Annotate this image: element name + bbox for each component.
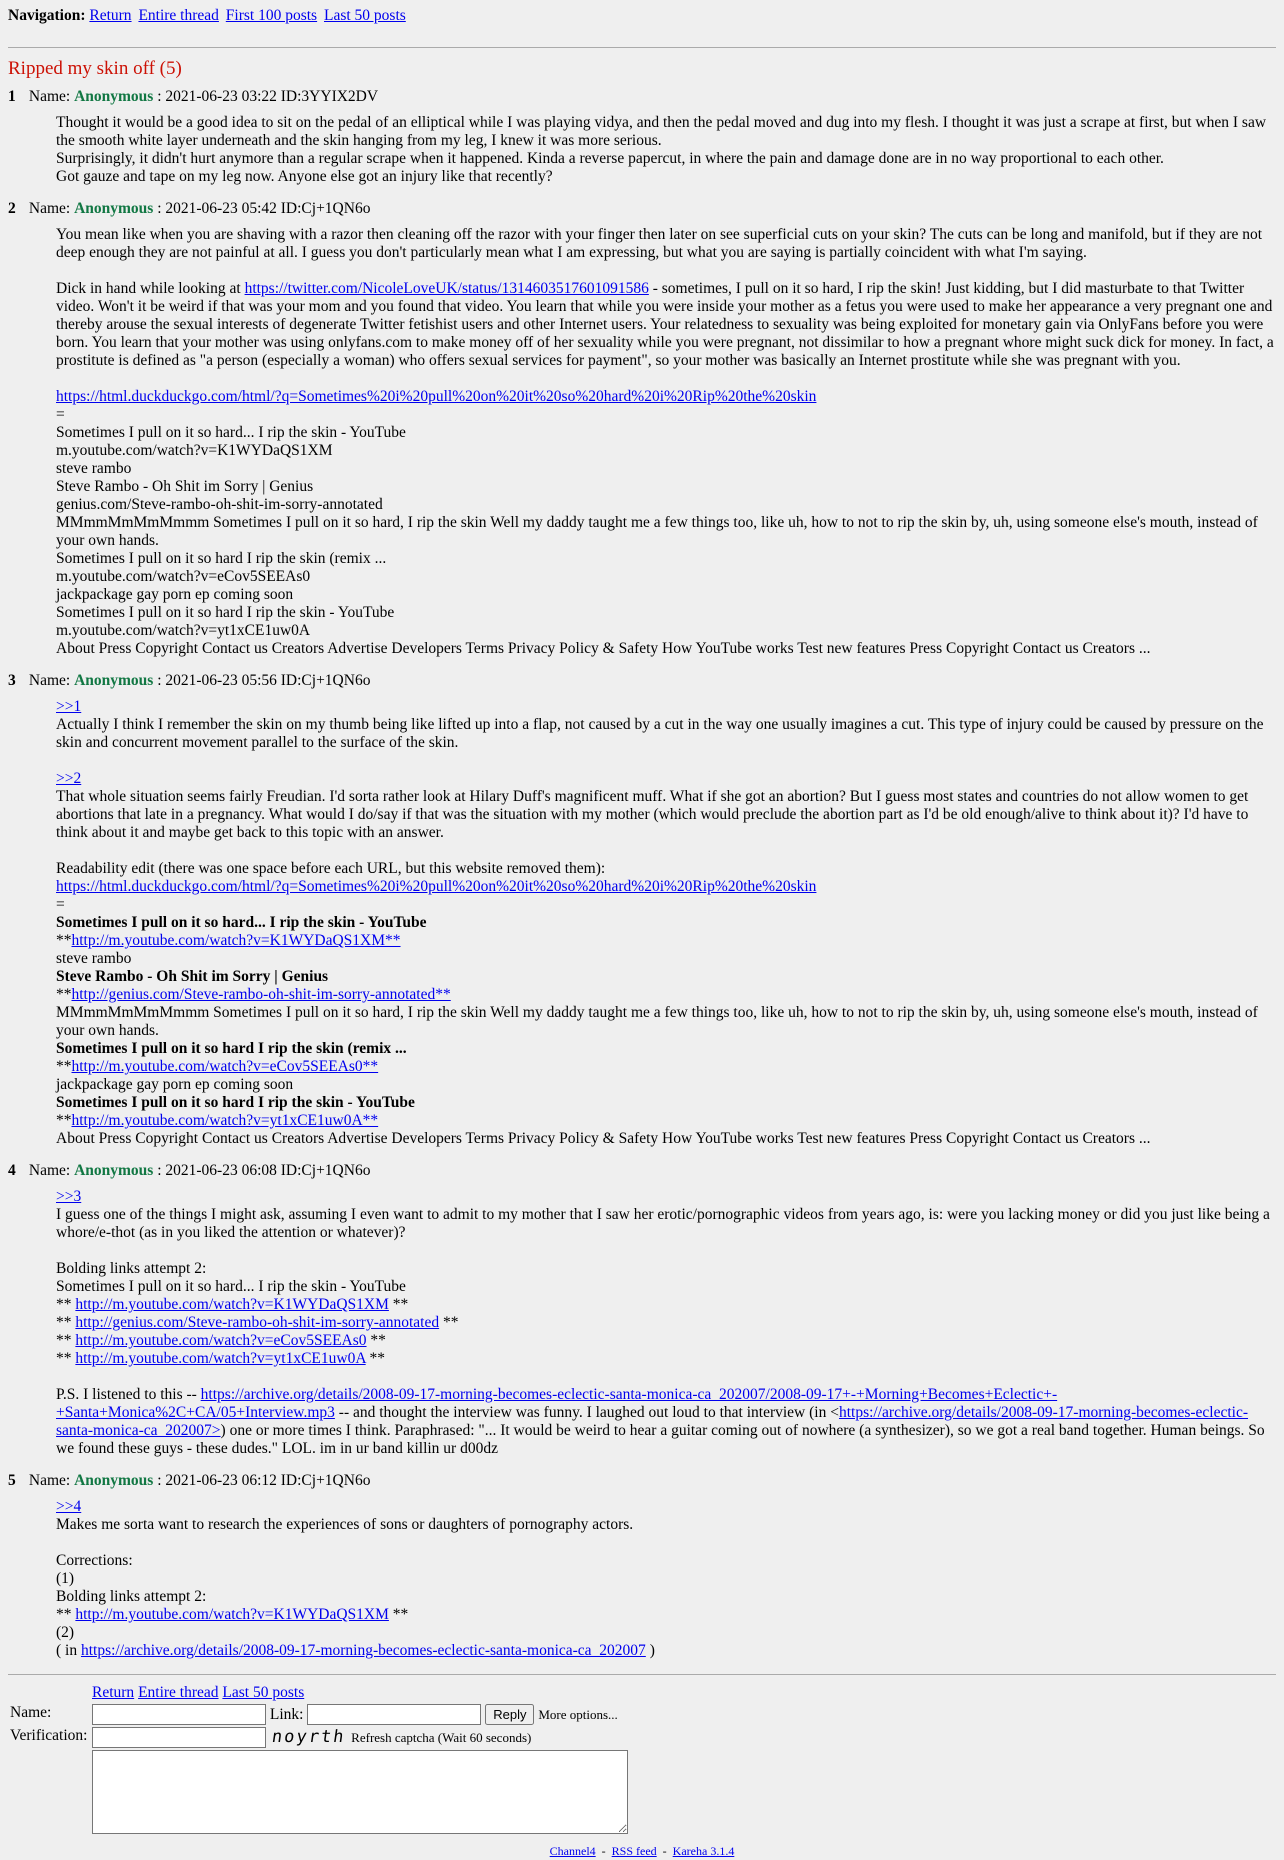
post-paragraph	[56, 698, 1276, 752]
text: )	[645, 1642, 655, 1659]
text: (2)	[56, 1624, 75, 1641]
text: Bolding links attempt 2:	[56, 1260, 207, 1277]
stars: **	[56, 932, 72, 949]
text: Steve Rambo - Oh Shit im Sorry | Genius	[56, 478, 314, 495]
more-options-link[interactable]: More options...	[538, 1707, 618, 1722]
poster-name: Anonymous	[74, 672, 154, 689]
reply-last-50-link[interactable]: Last 50 posts	[222, 1684, 305, 1701]
post-number: 3	[8, 672, 16, 689]
poster-name: Anonymous	[74, 1162, 154, 1179]
name-label: Name:	[28, 200, 71, 217]
nav-return-link[interactable]: Return	[89, 7, 132, 24]
text: P.S. I listened to this --	[56, 1386, 201, 1403]
post-paragraph	[56, 1386, 1276, 1458]
youtube-link[interactable]: http://m.youtube.com/watch?v=K1WYDaQS1XM**	[71, 932, 401, 949]
post-body	[56, 226, 1276, 658]
post-3	[8, 672, 1276, 1148]
stars: **	[56, 1332, 76, 1349]
post-number: 1	[8, 88, 16, 105]
captcha-image: noyrth	[270, 1727, 347, 1747]
text: steve rambo	[56, 950, 132, 967]
post-header	[8, 1472, 1276, 1490]
post-paragraph	[56, 1260, 1276, 1368]
text: MMmmMmMmMmmm Sometimes I pull on it so hard, I rip the skin Well my daddy taught me a few things too, like uh, how to not to rip the skin by, uh, using someone else's mouth, instead of your own hands.	[56, 514, 1258, 549]
youtube-link[interactable]: http://m.youtube.com/watch?v=eCov5SEEAs0**	[71, 1058, 379, 1075]
post-text-line: Surprisingly, it didn't hurt anymore than a regular scrape when it happened. Kinda a reverse papercut, in where the pain and damage done are in no way proportional to each other.	[56, 150, 1164, 167]
name-label: Name:	[28, 1472, 71, 1489]
poster-name: Anonymous	[74, 88, 154, 105]
nav-last-50-link[interactable]: Last 50 posts	[323, 7, 406, 24]
nav-first-100-link[interactable]: First 100 posts	[225, 7, 318, 24]
archive-link[interactable]: https://archive.org/details/2008-09-17-morning-becomes-eclectic-santa-monica-ca_202007	[80, 1642, 646, 1659]
stars: **	[388, 1606, 409, 1623]
text: (1)	[56, 1570, 75, 1587]
text: jackpackage gay porn ep coming soon	[56, 586, 294, 603]
reply-table	[8, 1683, 630, 1840]
bold-title: Sometimes I pull on it so hard I rip the skin - YouTube	[56, 1094, 415, 1111]
text: Readability edit (there was one space before each URL, but this website removed them):	[56, 860, 606, 877]
post-header	[8, 672, 1276, 690]
empty-cell	[8, 1749, 90, 1840]
text: - sometimes, I pull on it so hard, I rip the skin! Just kidding, but I did masturbate to that Twitter video. Won't it be weird if that was your mom and you found that video. You learn that while you were inside your mother as a fetus you were used to make her appearance a very pregnant one and thereby arouse the sexual interests of degenerate Twitter fetishist users and other Internet users. Your relatedness to sexuality was being exploited for monetary gain via OnlyFans before you were born. You learn that your mother was using onlyfans.com to make money off of her sexuality while you were pregnant, not dissimilar to how a pregnant whore might suck dick for money. In fact, a prostitute is defined as "a person (especially a woman) who offers sexual services for payment", so your mother was basically an Internet prostitute while she was pregnant with you.	[56, 280, 1274, 369]
stars: **	[439, 1314, 459, 1331]
text: Bolding links attempt 2:	[56, 1588, 207, 1605]
channel4-link[interactable]: Channel4	[549, 1844, 596, 1858]
divider	[8, 47, 1276, 48]
post-paragraph	[56, 1498, 1276, 1534]
stars: **	[56, 1314, 76, 1331]
text: I guess one of the things I might ask, assuming I even want to admit to my mother that I saw her erotic/pornographic videos from years ago, is: were you lacking money or did you just like being a whore/e-thot (as in you liked the attention or whatever)?	[56, 1206, 1270, 1241]
link-field-label: Link:	[269, 1706, 304, 1723]
quote-link[interactable]: >>2	[56, 770, 82, 787]
nav-label: Navigation:	[8, 7, 86, 24]
text: Sometimes I pull on it so hard... I rip the skin - YouTube	[56, 1278, 406, 1295]
post-4	[8, 1162, 1276, 1458]
link-input[interactable]	[307, 1704, 481, 1725]
post-meta: : 2021-06-23 06:12 ID:Cj+1QN6o	[157, 1472, 371, 1489]
text: Sometimes I pull on it so hard I rip the skin - YouTube	[56, 604, 395, 621]
text: About Press Copyright Contact us Creators Advertise Developers Terms Privacy Policy & Safety How YouTube works Test new features Press Copyright Contact us Creators ...	[56, 1130, 1151, 1147]
reply-nav	[90, 1683, 630, 1703]
post-paragraph	[56, 388, 1276, 658]
verification-input[interactable]	[92, 1727, 266, 1748]
post-header	[8, 1162, 1276, 1180]
text: =	[56, 406, 65, 423]
post-body	[56, 114, 1276, 186]
message-row	[90, 1749, 630, 1840]
stars: **	[56, 1296, 76, 1313]
reply-form	[8, 1683, 1276, 1840]
reply-return-link[interactable]: Return	[92, 1684, 135, 1701]
rss-feed-link[interactable]: RSS feed	[611, 1844, 657, 1858]
quote-link[interactable]: >>4	[56, 1498, 82, 1515]
text: m.youtube.com/watch?v=yt1xCE1uw0A	[56, 622, 311, 639]
post-1	[8, 88, 1276, 186]
name-label: Name:	[28, 1162, 71, 1179]
footer	[8, 1842, 1276, 1860]
divider	[8, 1674, 1276, 1675]
post-number: 5	[8, 1472, 16, 1489]
post-paragraph	[56, 280, 1276, 370]
stars: **	[56, 986, 72, 1003]
youtube-link[interactable]: http://m.youtube.com/watch?v=eCov5SEEAs0	[75, 1332, 367, 1349]
text: ( in	[56, 1642, 81, 1659]
stars: **	[56, 1112, 72, 1129]
post-text-line: Got gauze and tape on my leg now. Anyone else got an injury like that recently?	[56, 168, 553, 185]
text: MMmmMmMmMmmm Sometimes I pull on it so hard, I rip the skin Well my daddy taught me a few things too, like uh, how to not to rip the skin by, uh, using someone else's mouth, instead of your own hands.	[56, 1004, 1258, 1039]
youtube-link[interactable]: http://m.youtube.com/watch?v=yt1xCE1uw0A**	[71, 1112, 379, 1129]
text: Actually I think I remember the skin on my thumb being like lifted up into a flap, not caused by a cut in the way one usually imagines a cut. This type of injury could be caused by pressure on the skin and concurrent movement parallel to the surface of the skin.	[56, 716, 1264, 751]
bold-title: Sometimes I pull on it so hard... I rip the skin - YouTube	[56, 914, 427, 931]
post-number: 4	[8, 1162, 16, 1179]
post-meta: : 2021-06-23 06:08 ID:Cj+1QN6o	[157, 1162, 371, 1179]
text: -- and thought the interview was funny. I laughed out loud to that interview (in <	[334, 1404, 839, 1421]
poster-name: Anonymous	[74, 1472, 154, 1489]
post-header	[8, 200, 1276, 218]
stars: **	[388, 1296, 409, 1313]
verification-row	[90, 1726, 630, 1749]
genius-link[interactable]: http://genius.com/Steve-rambo-oh-shit-im-sorry-annotated**	[71, 986, 451, 1003]
stars: **	[56, 1058, 72, 1075]
post-meta: : 2021-06-23 05:56 ID:Cj+1QN6o	[157, 672, 371, 689]
duckduckgo-link[interactable]: https://html.duckduckgo.com/html/?q=Sometimes%20i%20pull%20on%20it%20so%20hard%20i%20Rip%20the%20skin	[56, 388, 817, 405]
post-text-line: Thought it would be a good idea to sit on the pedal of an elliptical while I was playing vidya, and then the pedal moved and dug into my flesh. I thought it was just a scrape at first, but when I saw the smooth white layer underneath and the skin hanging from my leg, I knew it was more serious.	[56, 114, 1267, 149]
text: steve rambo	[56, 460, 132, 477]
text: Makes me sorta want to research the experiences of sons or daughters of pornography actors.	[56, 1516, 634, 1533]
post-body	[56, 1498, 1276, 1660]
text: m.youtube.com/watch?v=K1WYDaQS1XM	[56, 442, 333, 459]
bold-title: Sometimes I pull on it so hard I rip the skin (remix ...	[56, 1040, 407, 1057]
post-body	[56, 1188, 1276, 1458]
post-meta: : 2021-06-23 03:22 ID:3YYIX2DV	[157, 88, 379, 105]
genius-link[interactable]: http://genius.com/Steve-rambo-oh-shit-im-sorry-annotated	[75, 1314, 440, 1331]
empty-cell	[8, 1683, 90, 1703]
text: m.youtube.com/watch?v=eCov5SEEAs0	[56, 568, 311, 585]
message-textarea[interactable]	[92, 1750, 628, 1834]
name-label: Name:	[28, 672, 71, 689]
post-paragraph: You mean like when you are shaving with a razor then cleaning off the razor with your finger then later on see superficial cuts on your skin? The cuts can be long and manifold, but if they are not deep enough they are not painful at all. I guess you don't particularly mean what I am expressing, but what you are saying is partially coincident with what I'm saying.	[56, 226, 1263, 261]
stars: **	[56, 1350, 76, 1367]
name-field-label: Name:	[10, 1704, 52, 1721]
name-row	[90, 1703, 630, 1726]
post-5	[8, 1472, 1276, 1660]
reply-entire-thread-link[interactable]: Entire thread	[138, 1684, 219, 1701]
archive-link[interactable]: https://archive.org/details/2008-09-17-morning-becomes-eclectic-santa-monica-ca_202007>	[56, 1404, 1249, 1439]
quote-link[interactable]: >>1	[56, 698, 82, 715]
name-label: Name:	[28, 88, 71, 105]
stars: **	[365, 1350, 386, 1367]
text: =	[56, 896, 65, 913]
post-paragraph	[56, 1188, 1276, 1242]
reply-button[interactable]: Reply	[485, 1704, 534, 1725]
name-input[interactable]	[92, 1704, 266, 1725]
archive-link[interactable]: https://archive.org/details/2008-09-17-morning-becomes-eclectic-santa-monica-ca_202007/2008-09-17+-+Morning+Becomes+Eclectic+-+Santa+Monica%2C+CA/05+Interview.mp3	[56, 1386, 1058, 1421]
post-body	[56, 698, 1276, 1148]
text: Corrections:	[56, 1552, 133, 1569]
post-2	[8, 200, 1276, 658]
poster-name: Anonymous	[74, 200, 154, 217]
post-paragraph	[56, 1552, 1276, 1660]
text: Sometimes I pull on it so hard I rip the skin (remix ...	[56, 550, 387, 567]
text: That whole situation seems fairly Freudian. I'd sorta rather look at Hilary Duff's magnificent muff. What if she got an abortion? But I guess most states and countries do not allow women to get abortions that late in a pregnancy. What would I do/say if that was the situation with my mother (which would preclude the abortion part as I'd be old enough/alive to think about it)? I'd have to think about it and maybe get back to this topic with an answer.	[56, 788, 1249, 841]
youtube-link[interactable]: http://m.youtube.com/watch?v=K1WYDaQS1XM	[75, 1606, 389, 1623]
bold-title: Steve Rambo - Oh Shit im Sorry | Genius	[56, 968, 329, 985]
text: jackpackage gay porn ep coming soon	[56, 1076, 294, 1093]
post-header	[8, 88, 1276, 106]
duckduckgo-link[interactable]: https://html.duckduckgo.com/html/?q=Sometimes%20i%20pull%20on%20it%20so%20hard%20i%20Rip%20the%20skin	[56, 878, 817, 895]
separator: -	[601, 1844, 606, 1858]
separator: -	[662, 1844, 667, 1858]
text: Dick in hand while looking at	[56, 280, 245, 297]
thread-title: Ripped my skin off (5)	[8, 58, 182, 79]
quote-link[interactable]: >>3	[56, 1188, 82, 1205]
post-meta: : 2021-06-23 05:42 ID:Cj+1QN6o	[157, 200, 371, 217]
nav-entire-thread-link[interactable]: Entire thread	[138, 7, 219, 24]
post-paragraph	[56, 770, 1276, 842]
text: Sometimes I pull on it so hard... I rip the skin - YouTube	[56, 424, 406, 441]
stars: **	[56, 1606, 76, 1623]
post-paragraph	[56, 860, 1276, 1148]
stars: **	[366, 1332, 386, 1349]
refresh-captcha-link[interactable]: Refresh captcha (Wait 60 seconds)	[351, 1730, 532, 1745]
twitter-link[interactable]: https://twitter.com/NicoleLoveUK/status/1314603517601091586	[244, 280, 649, 297]
top-navigation	[8, 7, 1276, 25]
post-number: 2	[8, 200, 16, 217]
text: genius.com/Steve-rambo-oh-shit-im-sorry-annotated	[56, 496, 383, 513]
text: About Press Copyright Contact us Creators Advertise Developers Terms Privacy Policy & Safety How YouTube works Test new features Press Copyright Contact us Creators ...	[56, 640, 1151, 657]
verification-label: Verification:	[10, 1727, 88, 1744]
text: ) one or more times I think. Paraphrased: "... It would be weird to hear a guitar coming out of nowhere (a synthesizer), so we got a real band together. Human beings. So we found these guys - these dudes." LOL. im in ur band killin ur d00dz	[56, 1422, 1265, 1457]
youtube-link[interactable]: http://m.youtube.com/watch?v=yt1xCE1uw0A	[75, 1350, 366, 1367]
kareha-link[interactable]: Kareha 3.1.4	[672, 1844, 735, 1858]
youtube-link[interactable]: http://m.youtube.com/watch?v=K1WYDaQS1XM	[75, 1296, 389, 1313]
